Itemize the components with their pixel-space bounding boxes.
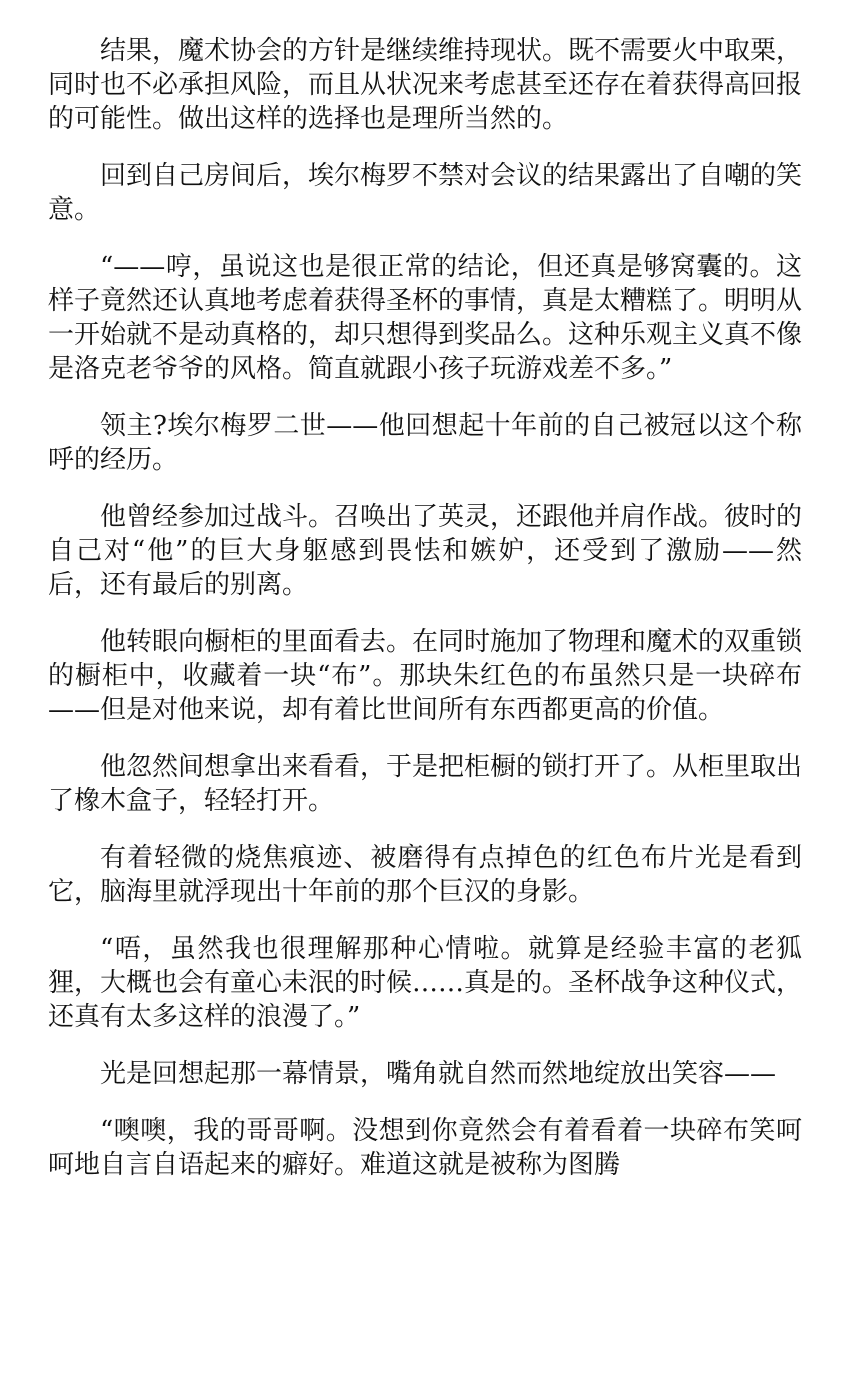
paragraph: 他曾经参加过战斗。召唤出了英灵，还跟他并肩作战。彼时的自己对“他”的巨大身躯感到畏怯和嫉妒，还受到了激励——然后，还有最后的别离。 (48, 502, 803, 600)
paragraph: 他忽然间想拿出来看看，于是把柜橱的锁打开了。从柜里取出了橡木盒子，轻轻打开。 (48, 752, 803, 816)
paragraph: “唔，虽然我也很理解那种心情啦。就算是经验丰富的老狐狸，大概也会有童心未泯的时候……真是的。圣杯战争这种仪式，还真有太多这样的浪漫了。” (48, 934, 803, 1032)
paragraph: 有着轻微的烧焦痕迹、被磨得有点掉色的红色布片光是看到它，脑海里就浮现出十年前的那个巨汉的身影。 (48, 843, 802, 907)
paragraph: “噢噢，我的哥哥啊。没想到你竟然会有着看着一块碎布笑呵呵地自言自语起来的癖好。难道这就是被称为图腾 (48, 1116, 802, 1180)
paragraph: 光是回想起那一幕情景，嘴角就自然而然地绽放出笑容—— (100, 1059, 777, 1089)
paragraph: 他转眼向橱柜的里面看去。在同时施加了物理和魔术的双重锁的橱柜中，收藏着一块“布”。那块朱红色的布虽然只是一块碎布——但是对他来说，却有着比世间所有东西都更高的价值。 (48, 627, 803, 725)
paragraph: 回到自己房间后，埃尔梅罗不禁对会议的结果露出了自嘲的笑意。 (48, 161, 803, 225)
document-page (48, 34, 802, 1182)
paragraph: 领主?埃尔梅罗二世——他回想起十年前的自己被冠以这个称呼的经历。 (48, 411, 802, 475)
paragraph: “——哼，虽说这也是很正常的结论，但还真是够窝囊的。这样子竟然还认真地考虑着获得圣杯的事情，真是太糟糕了。明明从一开始就不是动真格的，却只想得到奖品么。这种乐观主义真不像是洛克老爷爷的风格。简直就跟小孩子玩游戏差不多。” (48, 252, 803, 384)
paragraph: 结果，魔术协会的方针是继续维持现状。既不需要火中取栗，同时也不必承担风险，而且从状况来考虑甚至还存在着获得高回报的可能性。做出这样的选择也是理所当然的。 (48, 36, 803, 134)
